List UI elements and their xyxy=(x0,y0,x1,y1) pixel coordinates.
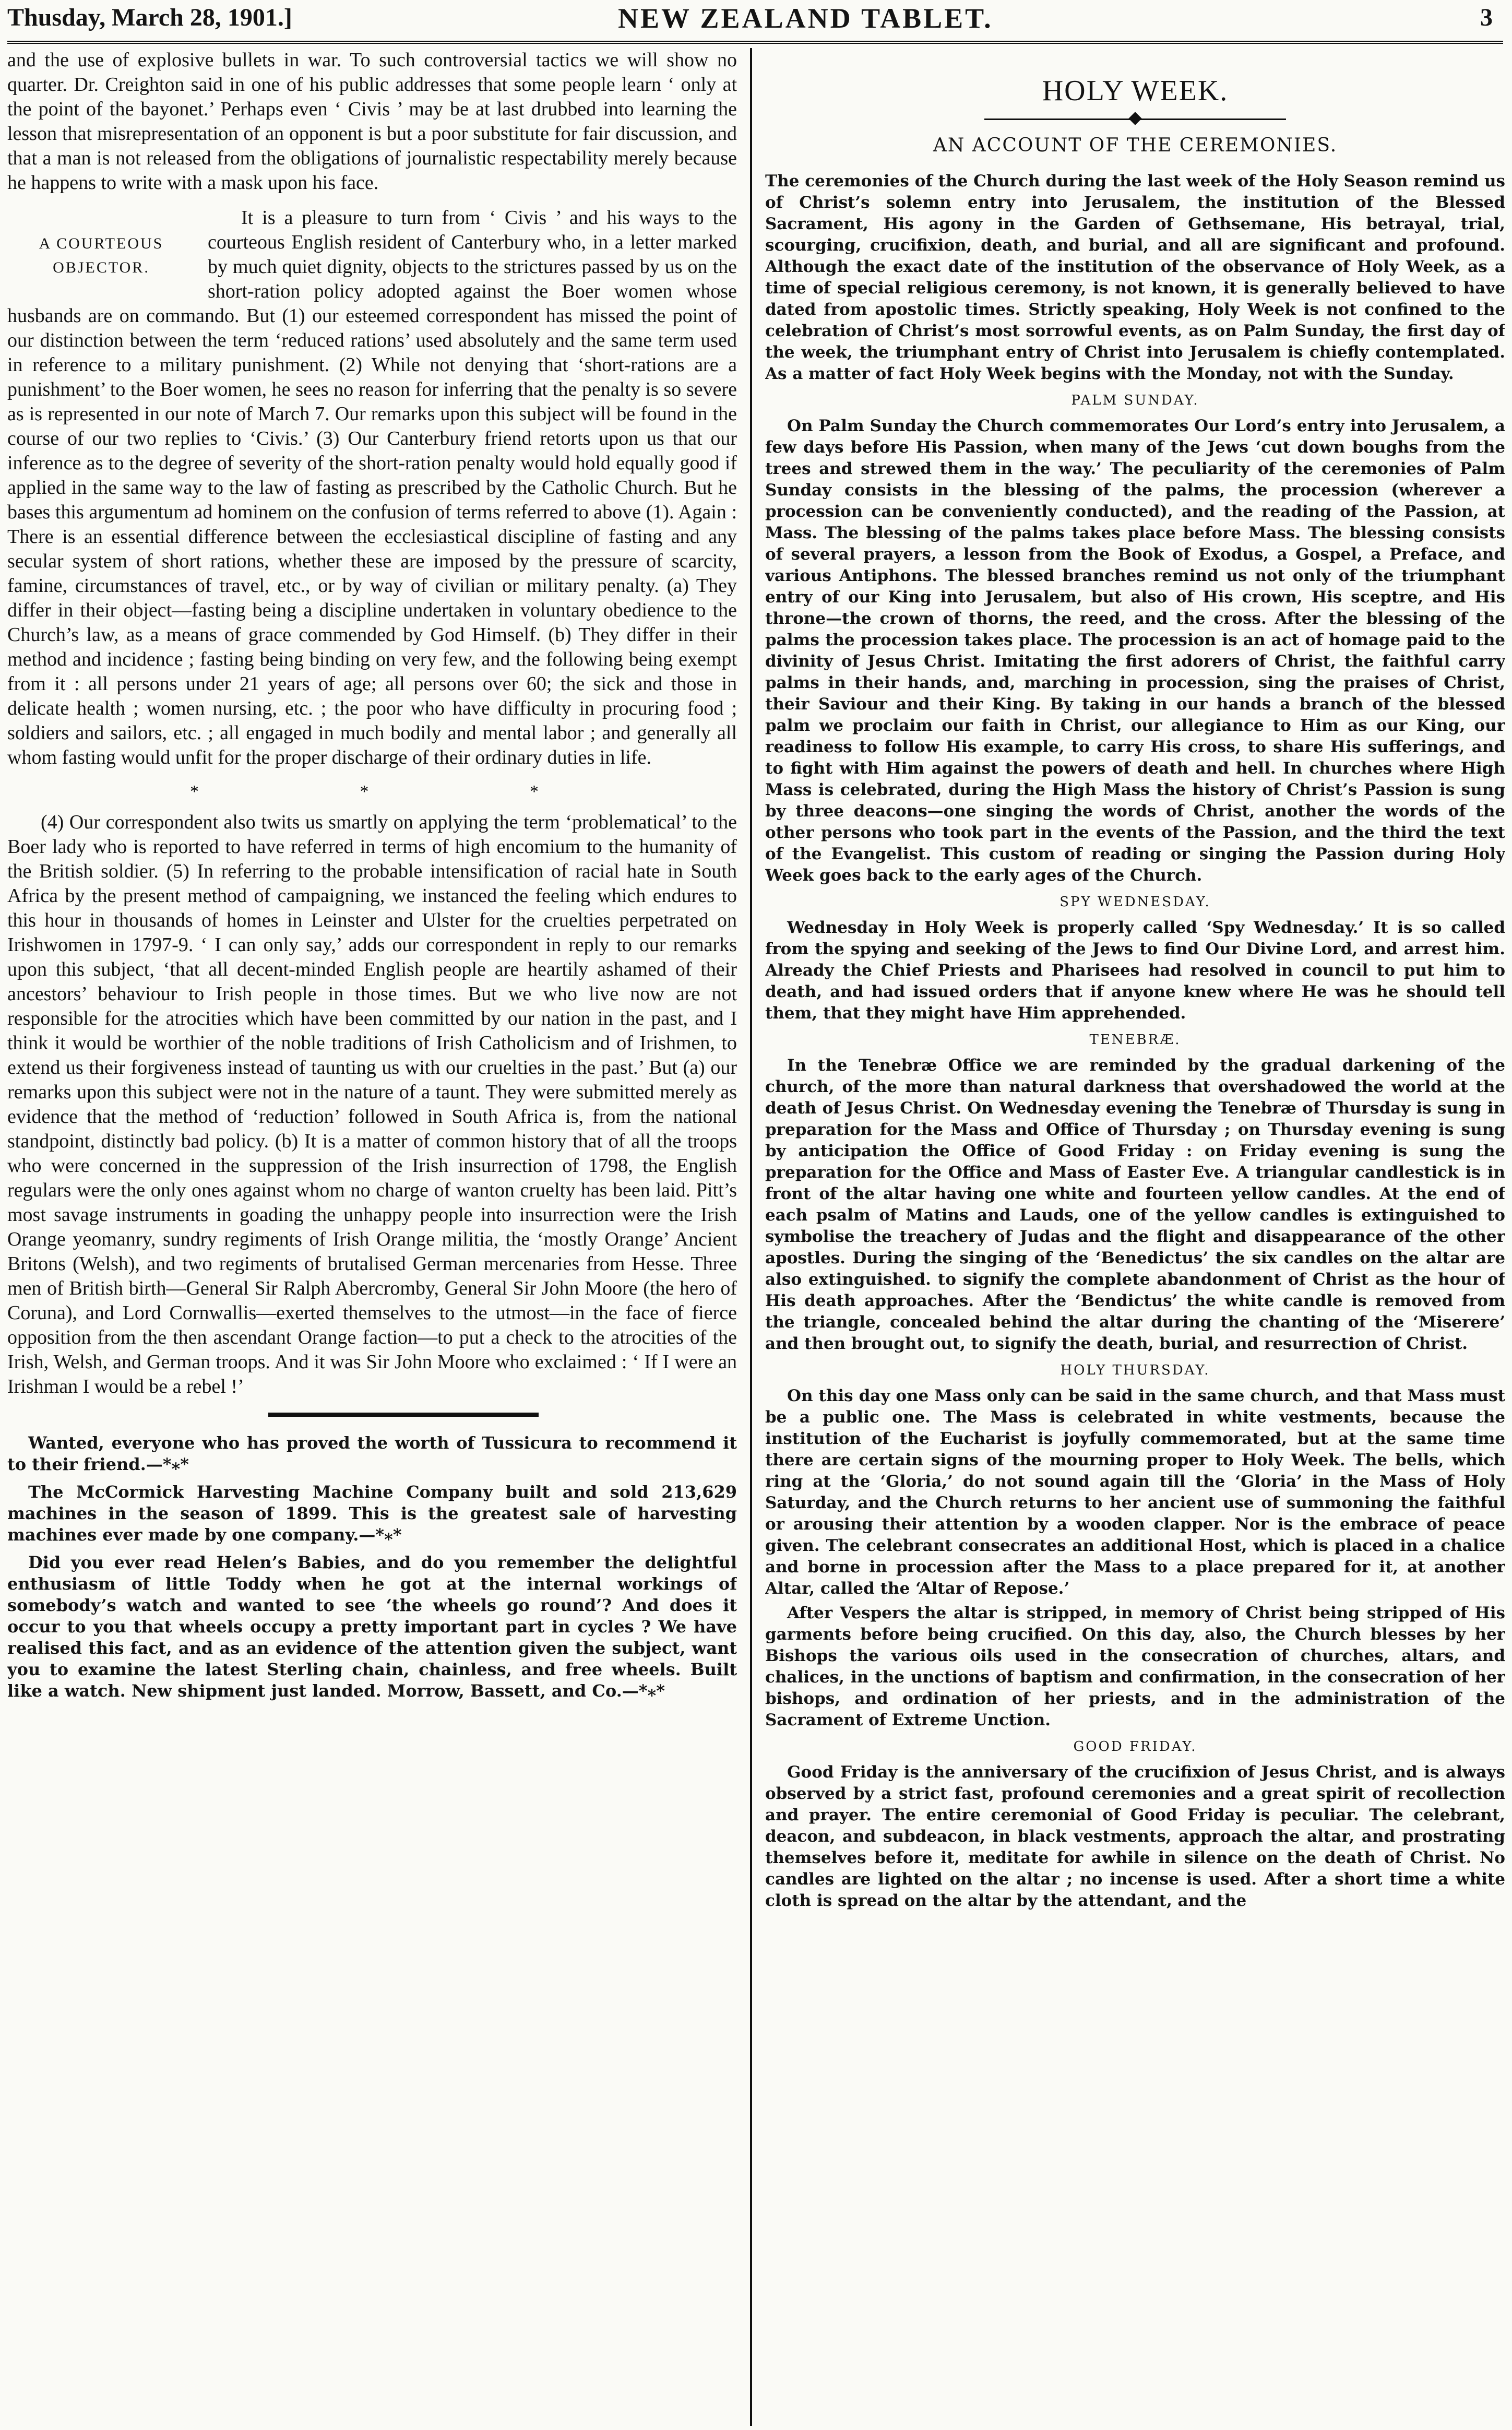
good-friday-paragraph: Good Friday is the anniversary of the crucifixion of Jesus Christ, and is always observed by a strict fast, profound ceremonies and a great spirit of recollection and prayer. The entire ceremonial of Good Friday is peculiar. The celebrant, deacon, and subdeacon, in black vestments, approach the altar, and prostrating themselves before it, meditate for awhile in silence on the death of Christ. No candles are lighted on the altar ; no incense is used. After a short time a white cloth is spread on the altar by the attendant, and the xyxy=(765,1763,1505,1910)
newspaper-title: NEW ZEALAND TABLET. xyxy=(618,3,993,34)
section-head-holy-thursday: HOLY THURSDAY. xyxy=(1060,1362,1210,1378)
ad-morrow-bassett: Did you ever read Helen’s Babies, and do you remember the delightful enthusiasm of little Toddy when he got at the internal workings of somebody’s watch and wanted to see ‘the wheels go round’? And does it occur to you that wheels occupy a pretty important part in cycles ? We have realised this fact, and as an evidence of the attention given the subject, want you to examine the latest Sterling chain, chainless, and free wheels. Built like a watch. New shipment just landed. Morrow, Bassett, and Co.—*⁎* xyxy=(7,1552,737,1701)
title-ornament xyxy=(984,113,1286,125)
ad-mccormick: The McCormick Harvesting Machine Company built and sold 213,629 machines in the season of 1899. This is the greatest sale of harvesting machines ever made by one company.—*⁎* xyxy=(7,1482,737,1545)
ad-tussicura: Wanted, everyone who has proved the worth of Tussicura to recommend it to their friend.—*⁎* xyxy=(7,1433,737,1474)
courteous-paragraph: It is a pleasure to turn from ‘ Civis ’ and his ways to the courteous English resident of Canterbury who, in a letter marked by much quiet dignity, objects to the strictures passed by us on the short-ration policy adopted against the Boer women whose husbands are on commando. But (1) our esteemed correspondent has missed the point of our distinction between the term ‘reduced rations’ used absolutely and the same term used in reference to a military punishment. (2) While not denying that ‘short-rations are a punishment’ to the Boer women, he sees no reason for inferring that the penalty is so severe as is represented in our note of March 7. Our remarks upon this subject will be found in the course of our two replies to ‘Civis.’ (3) Our Canterbury friend retorts upon us that our inference as to the degree of severity of the short-ration penalty would hold equally good if applied in the same way to the law of fasting as prescribed by the Catholic Church. But he bases this argumentum ad hominem on the confusion of terms referred to above (1). Again : There is an essential difference between the ecclesiastical discipline of fasting and any secular system of short rations, whether these are imposed by the pressure of scarcity, famine, circumstances of travel, etc., or by way of civilian or military penalty. (a) They differ in their object—fasting being a discipline undertaken in voluntary obedience to the Church’s law, as a means of grace commended by God Himself. (b) They differ in their method and incidence ; fasting being binding on very few, and the following being exempt from it : all persons under 21 years of age; all persons over 60; the sick and those in delicate health ; women nursing, etc. ; the poor who have difficulty in procuring food ; soldiers and sailors, etc. ; all engaged in much bodily and mental labor ; and generally all whom fasting would unfit for the proper discharge of their ordinary duties in life. xyxy=(7,207,737,768)
column-divider xyxy=(750,48,752,2426)
section-stars: * * * xyxy=(190,782,617,801)
editorial-notes xyxy=(7,48,737,1399)
civis-paragraph: and the use of explosive bullets in war. To such controversial tactics we will show no quarter. Dr. Creighton said in one of his public addresses that some people learn ‘ only at the point of the bayonet.’ Perhaps even ‘ Civis ’ may be at last drubbed into learning the lesson that misrepresentation of an opponent is but a poor substitute for fair discussion, and that a man is not released from the obligations of journalistic respectability merely because he happens to write with a mask upon his face. xyxy=(7,49,737,194)
holy-thursday-paragraph-2: After Vespers the altar is stripped, in memory of Christ being stripped of His garments before being crucified. On this day, also, the Church blesses by her Bishops the various oils used in the consecration of churches, altars, and chalices, in the unctions of baptism and confirmation, in the consecration of her bishops, and ordination of her priests, and in the administration of the Sacrament of Extreme Unction. xyxy=(765,1604,1505,1729)
section-head-tenebrae: TENEBRÆ. xyxy=(1089,1032,1181,1048)
issue-date: Thusday, March 28, 1901.] xyxy=(7,4,292,31)
article-body xyxy=(765,171,1505,1912)
page-number: 3 xyxy=(1480,4,1493,31)
intro-paragraph: The ceremonies of the Church during the last week of the Holy Season remind us of Christ’s solemn entry into Jerusalem, the institution of the Blessed Sacrament, His agony in the Garden of Gethsemane, His betrayal, trial, scourging, crucifixion, death, and burial, and all are significant and profound. Although the exact date of the institution of the observance of Holy Week, as a time of special religious ceremony, is not known, it is generally believed to have dated from apostolic times. Strictly speaking, Holy Week is not confined to the celebration of Christ’s most sorrowful events, as on Palm Sunday, the first day of the week, the triumphant entry of Christ into Jerusalem is chiefly contemplated. As a matter of fact Holy Week begins with the Monday, not with the Sunday. xyxy=(765,172,1505,383)
tenebrae-paragraph: In the Tenebræ Office we are reminded by the gradual darkening of the church, of the more than natural darkness that overshadowed the world at the death of Jesus Christ. On Wednesday evening the Tenebræ of Thursday is sung in preparation for the Mass and Office of Thursday ; on Thursday evening is sung by anticipation the Office of Good Friday : on Friday evening is sung the preparation for the Office and Mass of Easter Eve. A triangular candlestick is in front of the altar having one white and fourteen yellow candles. At the end of each psalm of Matins and Lauds, one of the yellow candles is extinguished to symbolise the treachery of Judas and the flight and disappearance of the other apostles. During the singing of the ‘Benedictus’ the six candles on the altar are also extinguished. to signify the complete abandonment of Christ as the hour of His death approaches. After the ‘Bendictus’ the white candle is removed from the triangle, concealed behind the altar during the chanting of the ‘Miserere’ and then brought out, to signify the death, burial, and resurrection of Christ. xyxy=(765,1056,1505,1353)
article-subtitle: AN ACCOUNT OF THE CEREMONIES. xyxy=(933,135,1338,156)
section-head-good-friday: GOOD FRIDAY. xyxy=(1073,1739,1197,1755)
advertisements xyxy=(7,1432,737,1702)
palm-sunday-paragraph: On Palm Sunday the Church commemorates Our Lord’s entry into Jerusalem, a few days before His Passion, when many of the Jews ‘cut down boughs from the trees and strewed them in the way.’ The peculiarity of the ceremonies of Palm Sunday consists in the blessing of the palms, the procession (wherever a procession can be conveniently conducted), and the reading of the Passion, at Mass. The blessing of the palms takes place before Mass. The blessing consists of several prayers, a lesson from the Book of Exodus, a Gospel, a Preface, and various Antiphons. The blessed branches remind us not only of the triumphant entry of our King into Jerusalem, but also of His crown, His sceptre, and His throne—the crown of thorns, the reed, and the cross. After the blessing of the palms the procession takes place. The procession is an act of homage paid to the divinity of Jesus Christ. Imitating the first adorers of Christ, the faithful carry palms in their hands, and, marching in procession, sing the praises of Christ, their Saviour and their King. By taking in our hands a branch of the blessed palm we proclaim our faith in Christ, our allegiance to Him as our King, our readiness to follow His example, to carry His cross, to share His sufferings, and to fight with Him against the powers of death and hell. In churches where High Mass is celebrated, during the High Mass the history of Christ’s Passion is sung by three deacons—one singing the words of Christ, another the words of the other persons who took part in the events of the Passion, and the third the text of the Evangelist. This custom of reading or singing the Passion during Holy Week goes back to the early ages of the Church. xyxy=(765,417,1505,885)
problematical-paragraph: (4) Our correspondent also twits us smartly on applying the term ‘problematical’ to the Boer lady who is reported to have referred in terms of high encomium to the humanity of the British soldier. (5) In referring to the probable intensification of racial hate in South Africa by the present method of campaigning, we instanced the feeling which endures to this hour in thousands of homes in Leinster and Ulster for the cruelties perpetrated on Irishwomen in 1797-9. ‘ I can only say,’ adds our correspondent in reply to our remarks upon this subject, ‘that all decent-minded English people are heartily ashamed of their ancestors’ behaviour to Irish people in those times. But we who live now are not responsible for the atrocities which have been committed by our nation in the past, and I think it would be worthier of the noble traditions of Irish Catholicism and of Irishmen, to extend us their forgiveness instead of taunting us with our cruelties in the past.’ But (a) our remarks upon this subject were not in the nature of a taunt. They were submitted merely as evidence that the method of ‘reduction’ followed in South Africa is, from the national standpoint, distinctly bad policy. (b) It is a matter of common history that of all the troops who were concerned in the suppression of the Irish insurrection of 1798, the English regulars were the only ones against whom no charge of wanton cruelty has been laid. Pitt’s most savage instruments in goading the unhappy people into insurrection were the Irish Orange yeomanry, sundry regiments of Irish Orange militia, the ‘mostly Orange’ Ancient Britons (Welsh), and two regiments of brutalised German mercenaries from Hesse. Three men of British birth—General Sir Ralph Abercromby, General Sir John Moore (the hero of Coruna), and Lord Cornwallis—exerted themselves to the utmost—in the face of fierce opposition from the then ascendant Orange faction—to put a check to the atrocities of the Irish, Welsh, and German troops. And it was Sir John Moore who exclaimed : ‘ If I were an Irishman I would be a rebel !’ xyxy=(7,811,737,1397)
section-head-spy-wednesday: SPY WEDNESDAY. xyxy=(1059,894,1211,910)
holy-thursday-paragraph: On this day one Mass only can be said in the same church, and that Mass must be a public one. The Mass is celebrated in white vestments, because the institution of the Eucharist is joyfully commemorated, but at the same time there are certain signs of the mourning proper to Holy Week. The bells, which ring at the ‘Gloria,’ do not sound again till the ‘Gloria’ in the Mass of Holy Saturday, and the Church returns to her ancient use of summoning the faithful or arousing their attention by a wooden clapper. Nor is the embrace of peace given. The celebrant consecrates an additional Host, which is placed in a chalice and borne in procession after the Mass to a place prepared for it, at another Altar, called the ‘Altar of Repose.’ xyxy=(765,1386,1505,1598)
spy-wednesday-paragraph: Wednesday in Holy Week is properly called ‘Spy Wednesday.’ It is so called from the spying and seeking of the Jews to find Our Divine Lord, and arrest him. Already the Chief Priests and Pharisees had resolved in council to put him to death, and had issued orders that if anyone knew where He was he should tell them, that they might have Him apprehended. xyxy=(765,918,1505,1023)
right-column xyxy=(765,48,1505,2426)
side-caption: A COURTEOUS OBJECTOR. xyxy=(39,235,164,276)
courteous-objector-note xyxy=(7,206,737,770)
masthead xyxy=(7,0,1503,44)
section-head-palm-sunday: PALM SUNDAY. xyxy=(1071,393,1199,408)
article-title: HOLY WEEK. xyxy=(1042,75,1229,107)
left-column xyxy=(7,48,737,2426)
separator-rule xyxy=(268,1413,539,1417)
